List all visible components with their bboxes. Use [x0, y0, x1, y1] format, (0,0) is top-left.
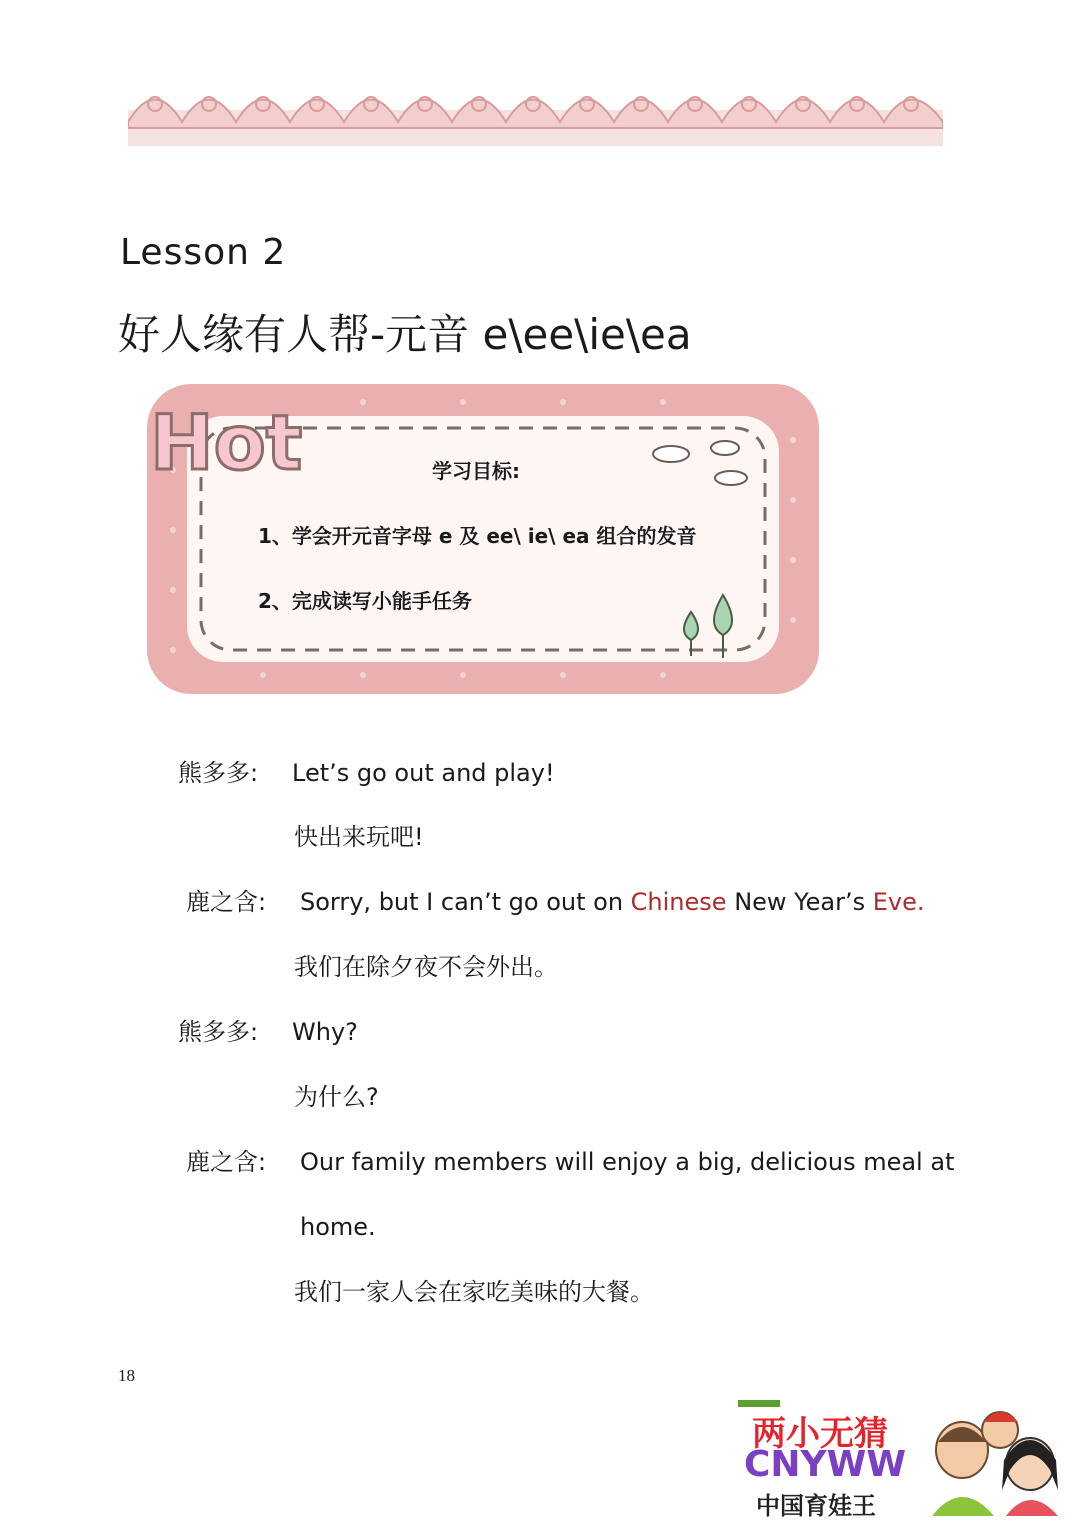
goals-heading: 学习目标:	[432, 459, 520, 483]
dialogue-zh: 我们在除夕夜不会外出。	[294, 953, 558, 981]
decorative-wave-border	[128, 82, 943, 146]
dialogue-en-cont: home.	[300, 1213, 376, 1241]
dialogue-en: Let’s go out and play!	[292, 759, 555, 787]
dialogue-zh: 为什么?	[294, 1083, 379, 1111]
page-title: 好人缘有人帮-元音 e\ee\ie\ea	[118, 310, 692, 359]
speaker-label: 熊多多:	[178, 1018, 259, 1046]
cartoon-kids-icon	[922, 1400, 1068, 1516]
dialogue-en-part: Sorry, but I can’t go out on	[300, 888, 631, 916]
lesson-label: Lesson 2	[120, 232, 287, 273]
dialogue-zh: 快出来玩吧!	[294, 823, 424, 851]
speaker-label: 鹿之含:	[186, 1148, 267, 1176]
dialogue-en-part: New Year’s	[726, 888, 873, 916]
speaker-label: 熊多多:	[178, 759, 259, 787]
dialogue-en	[300, 887, 925, 917]
speaker-label: 鹿之含:	[186, 888, 267, 916]
hot-badge: Hot	[150, 398, 303, 487]
dialogue-en: Why?	[292, 1018, 358, 1046]
goal-item-1: 1、学会开元音字母 e 及 ee\ ie\ ea 组合的发音	[258, 524, 697, 548]
dialogue-zh: 我们一家人会在家吃美味的大餐。	[294, 1278, 654, 1306]
goal-item-2: 2、完成读写小能手任务	[258, 589, 472, 613]
highlight-word: Chinese	[630, 888, 727, 916]
dialogue-en: Our family members will enjoy a big, delicious meal at	[300, 1148, 955, 1176]
highlight-word: Eve.	[872, 888, 925, 916]
logo: 两小无猜 CNYWW 中国育娃王	[738, 1398, 1068, 1516]
page-number: 18	[118, 1366, 135, 1385]
